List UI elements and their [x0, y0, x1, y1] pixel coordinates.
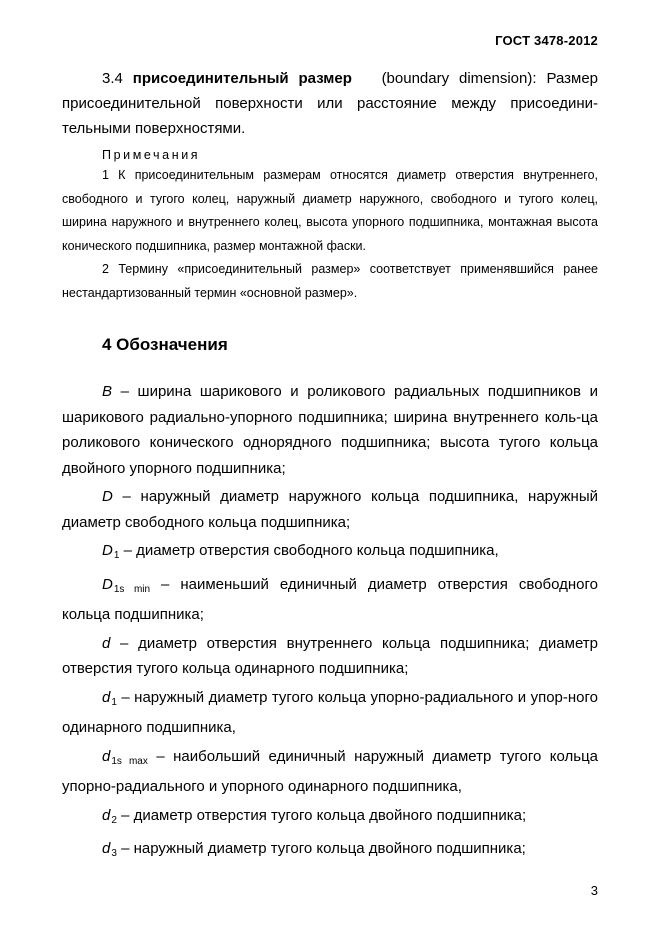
clause-number: 3.4	[102, 70, 123, 87]
symbol: D	[102, 575, 113, 593]
symbol: D	[102, 488, 113, 505]
symbol: d	[102, 840, 111, 857]
note-item-2: 2 Термину «присоединительный размер» соответствует применявшийся ранее нестандартизованный термин «основной размер».	[62, 262, 598, 300]
definition-D1s-min	[62, 572, 598, 628]
symbol-subscript: 1s max	[111, 755, 148, 767]
page-content	[62, 66, 598, 870]
definition-B	[62, 379, 598, 481]
definition-text: – наружный диаметр тугого кольца упорно-радиального и упор-ного одинарного подшипника,	[62, 688, 598, 736]
definition-text: – диаметр отверстия тугого кольца двойного подшипника;	[116, 806, 527, 824]
section-4-title: 4 Обозначения	[102, 335, 228, 354]
definition-d1	[62, 685, 598, 741]
symbol-subscript: 3	[111, 848, 117, 859]
definition-D	[62, 484, 598, 535]
symbol: d	[102, 747, 111, 765]
clause-definition-rest: присоединительной поверхности или расстояние между присоедини-тельными поверхностями.	[62, 95, 598, 137]
symbol: d	[102, 634, 111, 652]
document-code-header: ГОСТ 3478-2012	[495, 33, 598, 48]
definition-D1	[62, 538, 598, 569]
definition-d2	[62, 803, 598, 834]
definition-text: – наибольший единичный наружный диаметр тугого кольца упорно-радиального и упорного одинарного подшипника,	[62, 747, 598, 795]
definition-text: – диаметр отверстия свободного кольца подшипника,	[119, 542, 499, 559]
definition-d3	[62, 836, 598, 867]
definition-text: – наружный диаметр тугого кольца двойного подшипника;	[116, 840, 526, 857]
definition-d1s-max	[62, 744, 598, 800]
note-item-1: 1 К присоединительным размерам относятся диаметр отверстия внутреннего, свободного и тугого колец, наружный диаметр наружного, свободного и тугого колец, ширина наружного и внутреннего колец, высота упорного подшипника, монтажная высота конического подшипника, размер монтажной фаски.	[62, 168, 598, 253]
symbol-subscript: 1	[113, 550, 120, 561]
definition-text: – наружный диаметр наружного кольца подшипника, наружный диаметр свободного кольца подшипника;	[62, 488, 598, 531]
definition-text: – ширина шарикового и роликового радиальных подшипников и шарикового радиально-упорного подшипника; ширина внутреннего коль-ца роликового конического однорядного подшипника; высота тугого кольца двойного упорного подшипника;	[62, 383, 598, 477]
definition-text: – диаметр отверстия внутреннего кольца подшипника; диаметр отверстия тугого кольца одинарного подшипника;	[62, 634, 598, 677]
notes-title: Примечания	[102, 148, 201, 162]
symbol-subscript: 1s min	[113, 583, 151, 595]
symbol: d	[102, 806, 111, 824]
clause-term-en: (boundary dimension):	[381, 70, 537, 87]
symbol: d	[102, 688, 111, 706]
clause-term: присоединительный размер	[132, 70, 352, 87]
symbol: D	[102, 542, 113, 559]
clause-definition-start: Размер	[546, 70, 599, 87]
definition-d	[62, 631, 598, 682]
clause-3-4	[62, 66, 598, 141]
page-number: 3	[590, 883, 598, 898]
symbol-subscript: 1	[111, 696, 117, 708]
symbol-subscript: 2	[111, 814, 117, 826]
definition-text: – наименьший единичный диаметр отверстия свободного кольца подшипника;	[62, 575, 599, 623]
symbol: B	[102, 383, 113, 400]
